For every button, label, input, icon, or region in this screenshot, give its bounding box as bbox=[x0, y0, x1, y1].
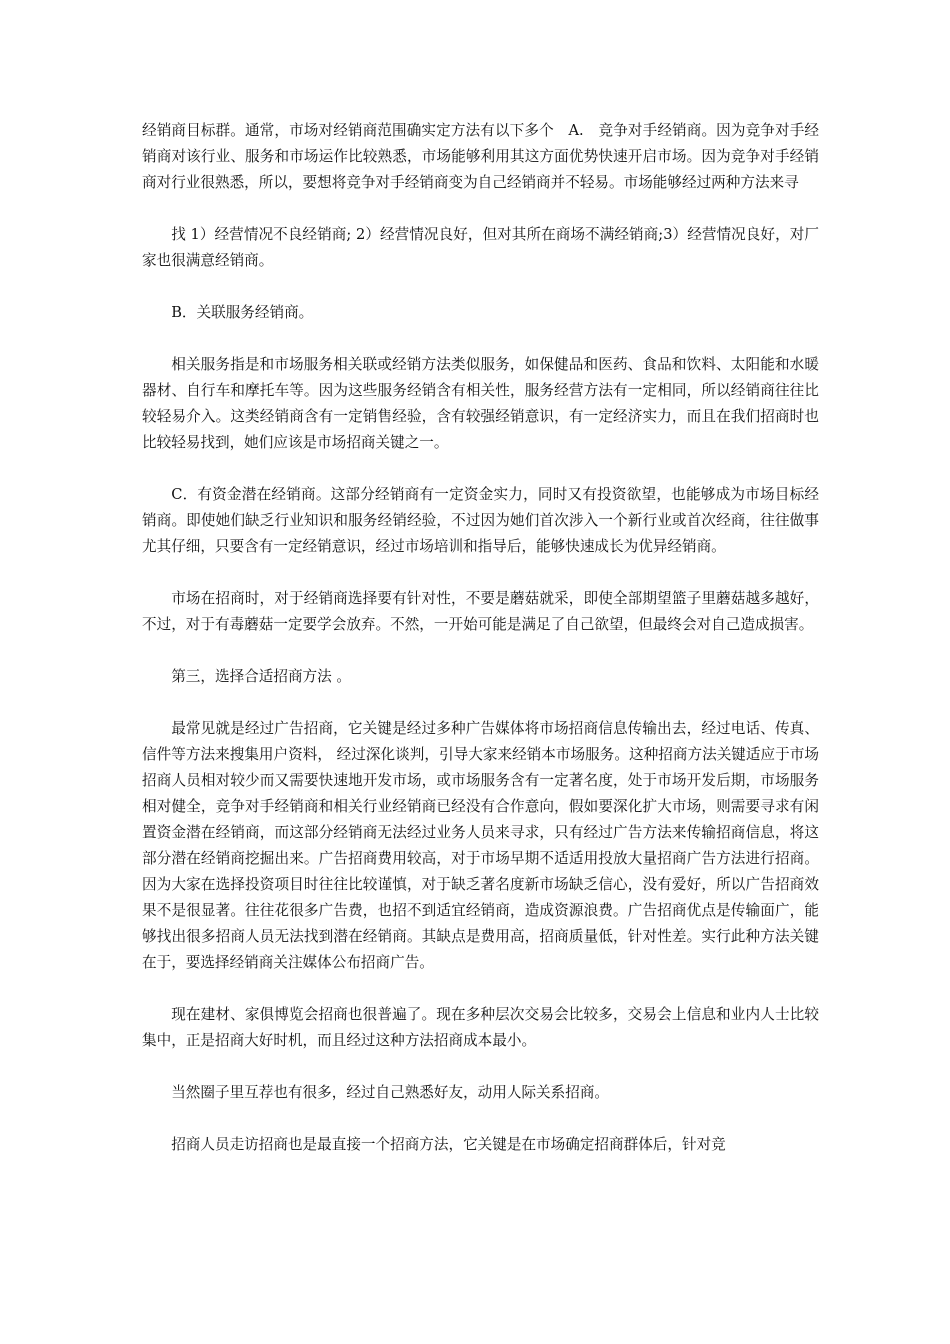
paragraph-competitor-types: 找 1）经营情况不良经销商; 2）经营情况良好，但对其所在商场不满经销商;3）经营情况良好，对厂家也很满意经销商。 bbox=[142, 226, 819, 269]
paragraph-heading-c: C．有资金潜在经销商。这部分经销商有一定资金实力，同时又有投资欲望，也能够成为市场目标经销商。即使她们缺乏行业知识和服务经销经验，不过因为她们首次涉入一个新行业或首次经商，往往做事尤其仔细，只要含有一定经销意识，经过市场培训和指导后，能够快速成长为优异经销商。 bbox=[142, 486, 819, 555]
document-body bbox=[142, 118, 819, 1184]
paragraph-heading-b: B．关联服务经销商。 bbox=[171, 304, 314, 321]
paragraph-section-three: 第三，选择合适招商方法 。 bbox=[171, 668, 351, 685]
paragraph-related-services: 相关服务指是和市场服务相关联或经销方法类似服务，如保健品和医药、食品和饮料、太阳能和水暖器材、自行车和摩托车等。因为这些服务经销含有相关性，服务经营方法有一定相同，所以经销商往往比较轻易介入。这类经销商含有一定销售经验，含有较强经销意识，有一定经济实力，而且在我们招商时也比较轻易找到，她们应该是市场招商关键之一。 bbox=[142, 356, 819, 451]
paragraph-advertising: 最常见就是经过广告招商，它关键是经过多种广告媒体将市场招商信息传输出去，经过电话、传真、信件等方法来搜集用户资料， 经过深化谈判，引导大家来经销本市场服务。这种招商方法关键适应于市场招商人员相对较少而又需要快速地开发市场，或市场服务含有一定著名度，处于市场开发后期，市场服务相对健全，竞争对手经销商和相关行业经销商已经没有合作意向，假如要深化扩大市场，则需要寻求有闲置资金潜在经销商，而这部分经销商无法经过业务人员来寻求，只有经过广告方法来传输招商信息，将这部分潜在经销商挖掘出来。广告招商费用较高，对于市场早期不适适用投放大量招商广告方法进行招商。因为大家在选择投资项目时往往比较谨慎，对于缺乏著名度新市场缺乏信心，没有爱好，所以广告招商效果不是很显著。往往花很多广告费，也招不到适宜经销商，造成资源浪费。广告招商优点是传输面广，能够找出很多招商人员无法找到潜在经销商。其缺点是费用高，招商质量低，针对性差。实行此种方法关键在于，要选择经销商关注媒体公布招商广告。 bbox=[142, 720, 819, 971]
paragraph-expo: 现在建材、家俱博览会招商也很普遍了。现在多种层次交易会比较多，交易会上信息和业内人士比较集中，正是招商大好时机，而且经过这种方法招商成本最小。 bbox=[142, 1006, 819, 1049]
paragraph-visits: 招商人员走访招商也是最直接一个招商方法，它关键是在市场确定招商群体后，针对竞 bbox=[171, 1136, 726, 1153]
paragraph-continuation: 经销商目标群。通常，市场对经销商范围确实定方法有以下多个 A. 竞争对手经销商。因为竞争对手经销商对该行业、服务和市场运作比较熟悉，市场能够利用其这方面优势快速开启市场。因为竞争对手经销商对行业很熟悉，所以，要想将竞争对手经销商变为自己经销商并不轻易。市场能够经过两种方法来寻 bbox=[142, 122, 819, 191]
paragraph-referrals: 当然圈子里互荐也有很多，经过自己熟悉好友，动用人际关系招商。 bbox=[171, 1084, 610, 1101]
paragraph-selection-targeting: 市场在招商时，对于经销商选择要有针对性，不要是蘑菇就采，即使全部期望篮子里蘑菇越多越好，不过，对于有毒蘑菇一定要学会放弃。不然，一开始可能是满足了自己欲望，但最终会对自己造成损害。 bbox=[142, 590, 819, 633]
